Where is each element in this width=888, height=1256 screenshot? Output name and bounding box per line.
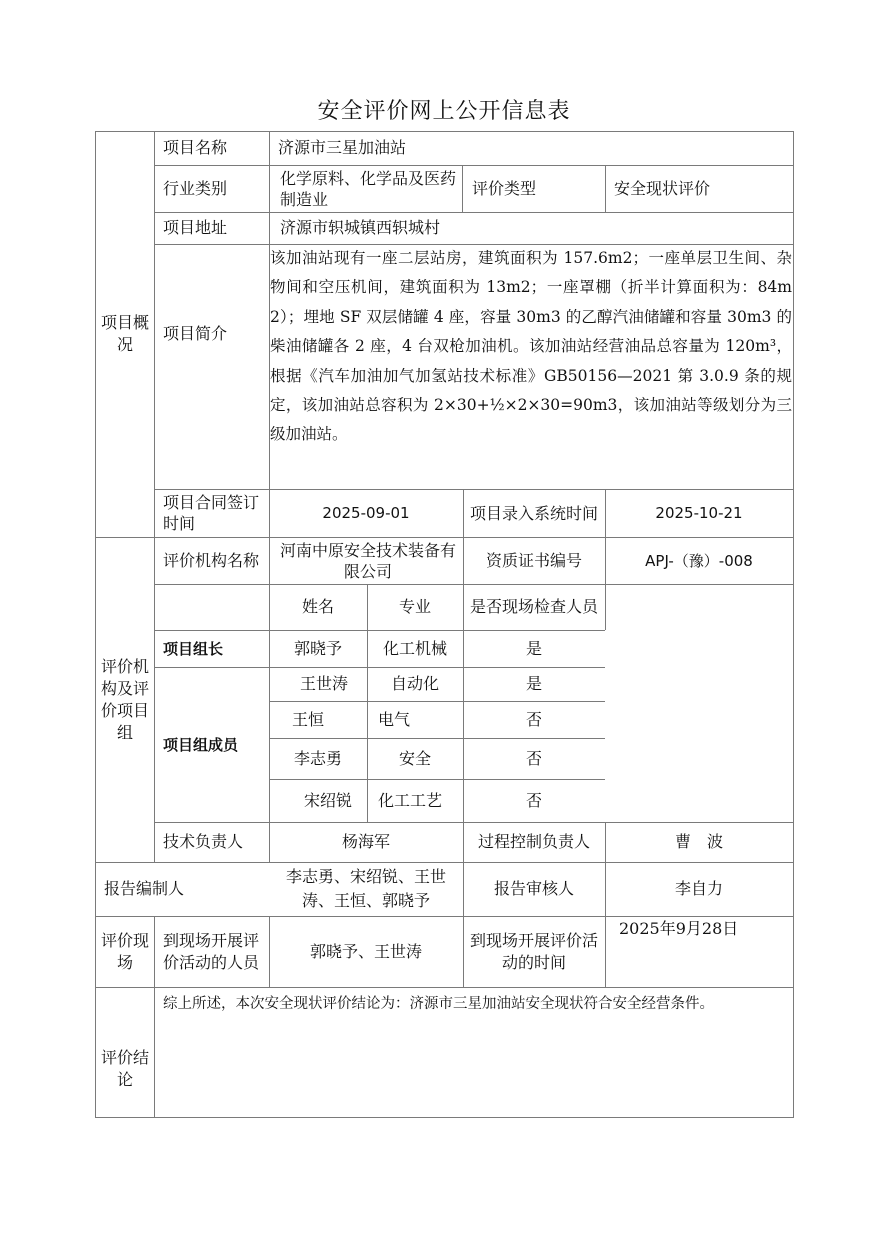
eval-type-value: 安全现状评价: [614, 178, 711, 198]
process-lead-label: 过程控制负责人: [477, 832, 590, 851]
member-onsite: 是: [525, 674, 542, 693]
intro-text: 该加油站现有一座二层站房，建筑面积为 157.6m2；一座单层卫生间、杂物间和空压机间，建筑面积为 13m2；一座罩棚（折半计算面积为：84m2）；埋地 SF 双层储罐 4 座，容量 30m3 的乙醇汽油储罐和容量 30m3 的柴油储罐各 2 座，4 台双枪加油机。该加油站经营油品总容量为 120m³，根据《汽车加油加气加氢站技术标准》GB50156—2021 第 3.0.9 条的规定，该加油站总容积为 2×30+½×2×30=90m3，该加油站等级划分为三级加油站。: [270, 249, 792, 444]
reviewer-label: 报告审核人: [493, 879, 574, 898]
col-header-major: 专业: [398, 597, 431, 616]
address-value: 济源市轵城镇西轵城村: [280, 218, 441, 237]
leader-name: 郭晓予: [293, 638, 342, 658]
industry-label: 行业类别: [163, 178, 228, 198]
member-onsite: 否: [525, 748, 542, 768]
site-time-value: 2025年9月28日: [619, 919, 739, 938]
eval-type-label: 评价类型: [472, 178, 537, 198]
cert-label: 资质证书编号: [485, 550, 582, 570]
member-name: 李志勇: [293, 748, 342, 768]
member-onsite: 否: [525, 790, 542, 810]
site-section-label: 评价现场: [100, 930, 149, 972]
col-header-onsite: 是否现场检查人员: [469, 597, 598, 616]
reviewer-value: 李自力: [674, 879, 723, 898]
member-major: 化工工艺: [377, 790, 442, 810]
industry-value: 化学原料、化学品及医药制造业: [280, 168, 457, 209]
member-name: 王世涛: [299, 674, 348, 693]
site-people-value: 郭晓予、王世涛: [309, 941, 422, 961]
document-title: 安全评价网上公开信息表: [317, 99, 571, 124]
agency-section-label: 评价机构及评价项目组: [100, 656, 149, 742]
member-name: 宋绍锐: [303, 790, 352, 810]
leader-label: 项目组长: [163, 639, 224, 658]
member-major: 安全: [398, 748, 431, 768]
conclusion-section-label: 评价结论: [100, 1047, 149, 1089]
entry-date-label: 项目录入系统时间: [469, 503, 598, 523]
org-name-value: 河南中原安全技术装备有限公司: [280, 540, 457, 581]
overview-section-label: 项目概况: [100, 313, 149, 354]
member-onsite: 否: [525, 709, 542, 729]
member-major: 自动化: [390, 674, 439, 693]
site-time-label: 到现场开展评价活动的时间: [469, 930, 598, 972]
project-name-value: 济源市三星加油站: [278, 138, 407, 157]
leader-major: 化工机械: [382, 638, 447, 658]
compilers-value: 李志勇、宋绍锐、王世涛、王恒、郭晓予: [285, 867, 446, 910]
site-people-label: 到现场开展评价活动的人员: [163, 930, 260, 972]
address-label: 项目地址: [163, 218, 228, 237]
project-name-label: 项目名称: [163, 138, 228, 157]
tech-lead-value: 杨海军: [341, 832, 390, 851]
intro-label: 项目简介: [163, 324, 228, 343]
process-lead-value: 曹 波: [674, 832, 723, 851]
member-name: 王恒: [292, 709, 325, 729]
leader-onsite: 是: [525, 638, 542, 658]
contract-date-value: 2025-09-01: [322, 504, 410, 522]
entry-date-value: 2025-10-21: [655, 504, 743, 522]
members-label: 项目组成员: [163, 735, 239, 754]
conclusion-text: 综上所述，本次安全现状评价结论为：济源市三星加油站安全现状符合安全经营条件。: [163, 996, 714, 1012]
col-header-name: 姓名: [301, 597, 334, 616]
compiler-label: 报告编制人: [104, 879, 185, 898]
tech-lead-label: 技术负责人: [163, 832, 244, 851]
contract-date-label: 项目合同签订时间: [163, 493, 260, 533]
org-name-label: 评价机构名称: [163, 551, 260, 570]
member-major: 电气: [378, 709, 411, 729]
cert-value: APJ-（豫）-008: [645, 551, 753, 570]
